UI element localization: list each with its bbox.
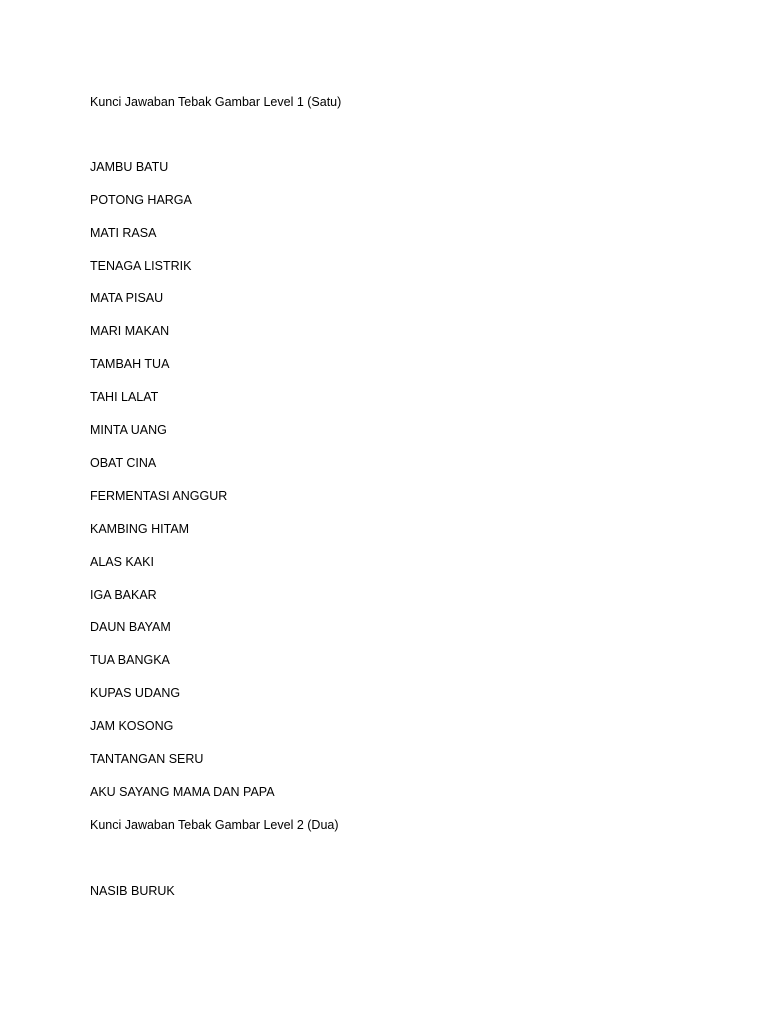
- answer-item: OBAT CINA: [90, 456, 157, 470]
- answer-item: KAMBING HITAM: [90, 522, 190, 536]
- answer-item: TENAGA LISTRIK: [90, 259, 192, 273]
- answer-item: KUPAS UDANG: [90, 686, 181, 700]
- answer-item: POTONG HARGA: [90, 193, 192, 207]
- answer-item: AKU SAYANG MAMA DAN PAPA: [90, 785, 275, 799]
- level1-heading: Kunci Jawaban Tebak Gambar Level 1 (Satu): [90, 95, 342, 109]
- answer-item: TAHI LALAT: [90, 390, 159, 404]
- answer-item: MATA PISAU: [90, 291, 164, 305]
- answer-item: NASIB BURUK: [90, 884, 175, 898]
- answer-item: FERMENTASI ANGGUR: [90, 489, 228, 503]
- answer-item: MINTA UANG: [90, 423, 167, 437]
- answer-item: TUA BANGKA: [90, 653, 170, 667]
- answer-item: MARI MAKAN: [90, 324, 170, 338]
- answer-item: JAM KOSONG: [90, 719, 174, 733]
- answer-item: JAMBU BATU: [90, 160, 169, 174]
- answer-item: TANTANGAN SERU: [90, 752, 204, 766]
- answer-item: IGA BAKAR: [90, 588, 157, 602]
- answer-item: DAUN BAYAM: [90, 620, 171, 634]
- answer-item: MATI RASA: [90, 226, 157, 240]
- level2-heading: Kunci Jawaban Tebak Gambar Level 2 (Dua): [90, 818, 339, 832]
- answer-item: ALAS KAKI: [90, 555, 154, 569]
- answer-item: TAMBAH TUA: [90, 357, 170, 371]
